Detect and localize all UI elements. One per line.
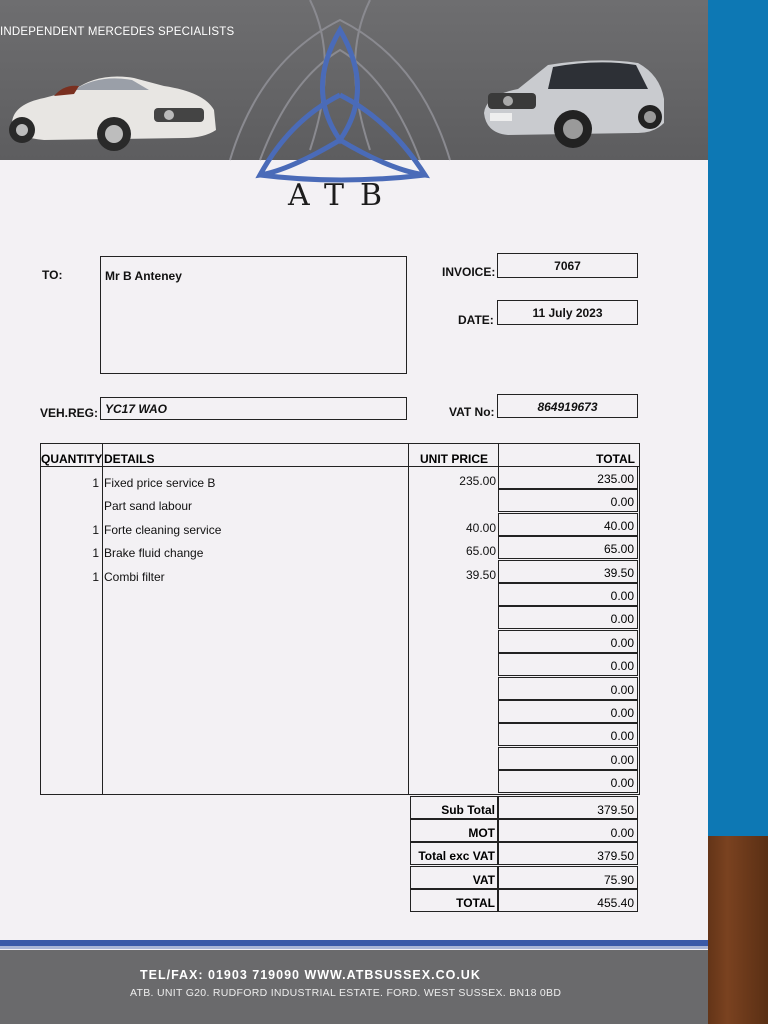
row-total: 65.00 [603, 542, 634, 557]
vat-no-box [497, 394, 638, 418]
invoice-label: INVOICE: [442, 265, 496, 279]
trinity-knot-logo [200, 0, 480, 185]
vat-no-label: VAT No: [449, 405, 495, 419]
suv-car-image [478, 55, 668, 155]
table-row [498, 747, 638, 770]
to-box [100, 256, 407, 374]
row-quantity: 1 [92, 476, 99, 490]
column-divider [102, 444, 103, 794]
row-total: 0.00 [610, 706, 634, 720]
summary-row [410, 866, 638, 889]
table-row [498, 583, 638, 606]
row-total: 0.00 [610, 589, 634, 603]
table-row [498, 677, 638, 700]
row-total: 0.00 [610, 729, 634, 744]
row-total: 39.50 [603, 565, 634, 580]
row-total: 0.00 [610, 776, 634, 791]
summary-value: 75.90 [603, 872, 634, 887]
row-total: 0.00 [610, 682, 634, 697]
summary-value-cell [498, 866, 638, 889]
header-unit-price: UNIT PRICE [420, 452, 489, 466]
row-total: 235.00 [597, 472, 634, 486]
column-divider [498, 444, 499, 466]
background-blue [700, 0, 768, 840]
footer-address: ATB. UNIT G20. RUDFORD INDUSTRIAL ESTATE. FORD. WEST SUSSEX. BN18 0BD [130, 987, 562, 999]
table-row [498, 536, 638, 559]
summary-row [410, 842, 638, 865]
row-unit-price: 40.00 [465, 520, 496, 535]
table-row [498, 489, 638, 512]
table-row [498, 723, 638, 746]
summary-row [410, 819, 638, 842]
row-total: 0.00 [610, 495, 634, 510]
row-quantity: 1 [92, 546, 99, 561]
table-row [498, 770, 638, 793]
row-total: 0.00 [610, 659, 634, 674]
to-label: TO: [42, 268, 63, 282]
row-total: 40.00 [603, 518, 634, 533]
vat-no-value: 864919673 [537, 400, 598, 414]
table-row [498, 653, 638, 676]
header-quantity: QUANTITY [41, 452, 103, 466]
summary-value: 455.40 [597, 895, 634, 910]
row-total: 0.00 [610, 612, 634, 627]
summary-label: MOT [468, 826, 495, 841]
date-label: DATE: [458, 313, 494, 327]
convertible-car-image [4, 60, 219, 155]
summary-label: VAT [472, 872, 495, 887]
summary-value-cell [498, 842, 638, 865]
summary-label-cell [410, 796, 498, 819]
summary-label: Sub Total [441, 803, 495, 817]
table-row [498, 513, 638, 536]
table-row [498, 606, 638, 629]
invoice-date: 11 July 2023 [532, 306, 603, 320]
row-total: 0.00 [610, 752, 634, 767]
table-row [498, 700, 638, 723]
row-unit-price: 235.00 [459, 474, 496, 488]
veh-reg-label: VEH.REG: [40, 406, 99, 420]
veh-reg-value: YC17 WAO [105, 402, 168, 416]
summary-value: 379.50 [597, 849, 634, 864]
table-row [498, 630, 638, 653]
header-details: DETAILS [104, 452, 155, 466]
summary-value: 379.50 [597, 803, 634, 817]
row-details: Brake fluid change [104, 546, 204, 561]
footer-contact: TEL/FAX: 01903 719090 WWW.ATBSUSSEX.CO.UK [140, 968, 481, 982]
brand-name: ATB [288, 178, 399, 213]
row-unit-price: 65.00 [465, 544, 496, 559]
summary-label: TOTAL [456, 895, 495, 910]
customer-name: Mr B Anteney [105, 269, 182, 283]
summary-label-cell [410, 889, 498, 912]
tagline: INDEPENDENT MERCEDES SPECIALISTS [0, 26, 235, 38]
summary-value: 0.00 [610, 826, 634, 841]
invoice-number-box [497, 253, 638, 278]
background-wood [700, 836, 768, 1024]
row-details: Part sand labour [104, 499, 193, 514]
footer-stripe-light [0, 946, 708, 949]
veh-reg-box [100, 397, 407, 420]
row-total: 0.00 [610, 635, 634, 650]
summary-label-cell [410, 842, 498, 865]
row-details: Combi filter [104, 569, 165, 584]
summary-value-cell [498, 819, 638, 842]
date-box [497, 300, 638, 325]
summary-row [410, 796, 638, 819]
header-total: TOTAL [596, 452, 635, 466]
table-row [498, 466, 638, 489]
summary-label-cell [410, 866, 498, 889]
row-details: Forte cleaning service [104, 522, 222, 537]
row-quantity: 1 [92, 569, 99, 584]
invoice-number: 7067 [554, 259, 581, 273]
summary-value-cell [498, 889, 638, 912]
summary-label-cell [410, 819, 498, 842]
column-divider [408, 444, 409, 794]
table-row [498, 560, 638, 583]
row-details: Fixed price service B [104, 476, 216, 490]
row-unit-price: 39.50 [465, 567, 496, 582]
summary-row [410, 889, 638, 912]
row-quantity: 1 [92, 522, 99, 537]
summary-label: Total exc VAT [418, 849, 495, 864]
summary-value-cell [498, 796, 638, 819]
